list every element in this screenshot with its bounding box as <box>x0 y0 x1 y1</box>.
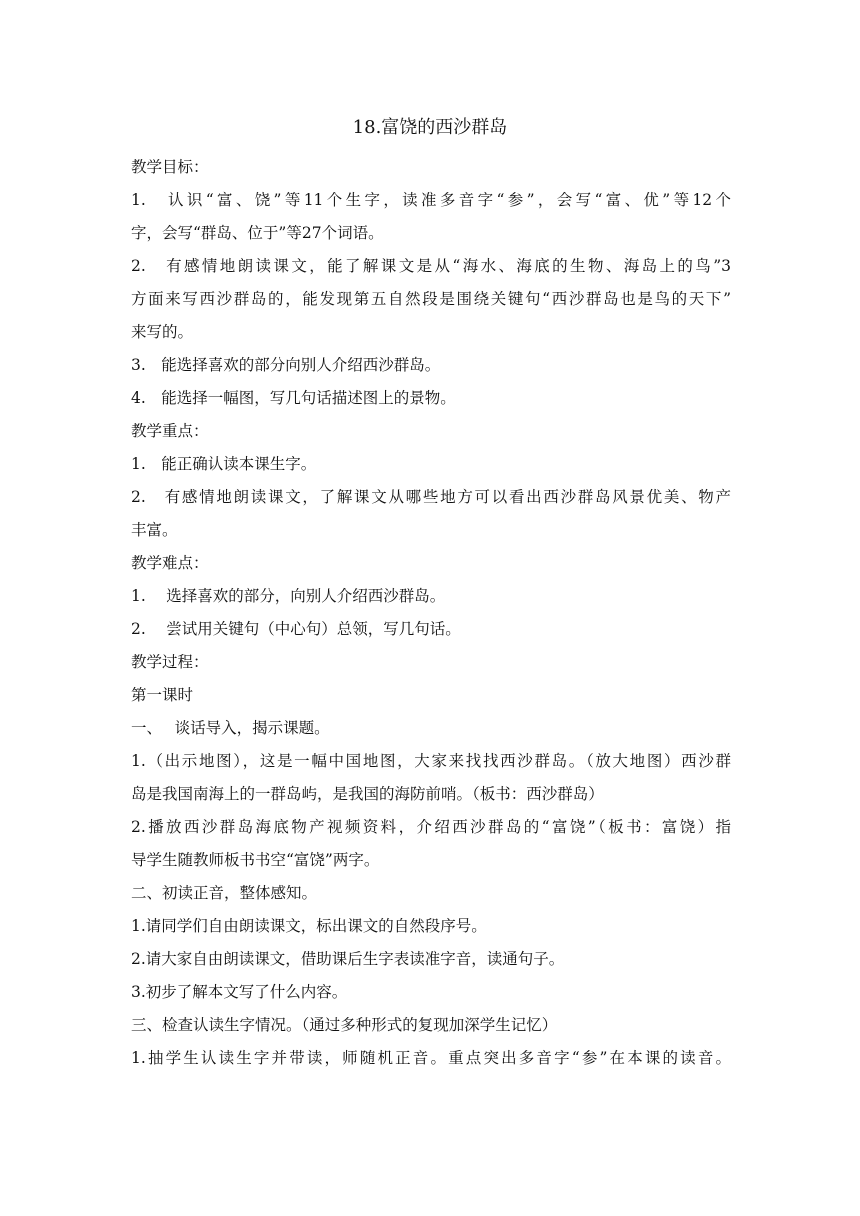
step-heading: 二、初读正音，整体感知。 <box>131 884 318 902</box>
paragraph-line: 2. 尝试用关键句（中心句）总领，写几句话。 <box>131 620 461 638</box>
paragraph-line: 2.请大家自由朗读课文，借助课后生字表读准字音，读通句子。 <box>131 950 565 968</box>
paragraph-line: 4. 能选择一幅图，写几句话描述图上的景物。 <box>131 389 456 407</box>
paragraph-line: 导学生随教师板书书空“富饶”两字。 <box>131 851 380 869</box>
section-heading: 教学过程： <box>131 653 209 671</box>
lesson-title: 18.富饶的西沙群岛 <box>352 117 508 138</box>
paragraph-line: 丰富。 <box>131 521 178 539</box>
lesson-period: 第一课时 <box>131 686 194 704</box>
paragraph-line: 2. 有感情地朗读课文，了解课文从哪些地方可以看出西沙群岛风景优美、物产 <box>131 488 731 506</box>
lesson-body <box>131 154 731 1078</box>
paragraph-line: 1. 能正确认读本课生字。 <box>131 455 317 473</box>
paragraph-line: 1. 选择喜欢的部分，向别人介绍西沙群岛。 <box>131 587 446 605</box>
paragraph-line: 1.抽学生认读生字并带读，师随机正音。重点突出多音字“参”在本课的读音。 <box>131 1049 731 1067</box>
paragraph-line: 1.（出示地图），这是一幅中国地图，大家来找找西沙群岛。（放大地图）西沙群 <box>131 752 731 770</box>
paragraph-line: 3.初步了解本文写了什么内容。 <box>131 983 348 1001</box>
paragraph-line: 3. 能选择喜欢的部分向别人介绍西沙群岛。 <box>131 356 441 374</box>
section-heading: 教学目标： <box>131 158 209 176</box>
paragraph-line: 1. 认识“富、饶”等11个生字，读准多音字“参”，会写“富、优”等12个 <box>131 191 731 209</box>
paragraph-line: 2. 有感情地朗读课文，能了解课文是从“海水、海底的生物、海岛上的鸟”3 <box>131 257 731 275</box>
paragraph-line: 1.请同学们自由朗读课文，标出课文的自然段序号。 <box>131 917 487 935</box>
section-heading: 教学重点： <box>131 422 209 440</box>
section-heading: 教学难点： <box>131 554 209 572</box>
paragraph-line: 2.播放西沙群岛海底物产视频资料，介绍西沙群岛的“富饶”（板书：富饶）指 <box>131 818 731 836</box>
paragraph-line: 来写的。 <box>131 323 194 341</box>
paragraph-line: 字，会写“群岛、位于”等27个词语。 <box>131 224 384 242</box>
paragraph-line: 方面来写西沙群岛的，能发现第五自然段是围绕关键句“西沙群岛也是鸟的天下” <box>131 290 731 308</box>
step-heading: 三、检查认读生字情况。（通过多种形式的复现加深学生记忆） <box>131 1016 558 1034</box>
step-heading: 一、 谈话导入，揭示课题。 <box>131 719 330 737</box>
paragraph-line: 岛是我国南海上的一群岛屿，是我国的海防前哨。（板书：西沙群岛） <box>131 785 604 803</box>
